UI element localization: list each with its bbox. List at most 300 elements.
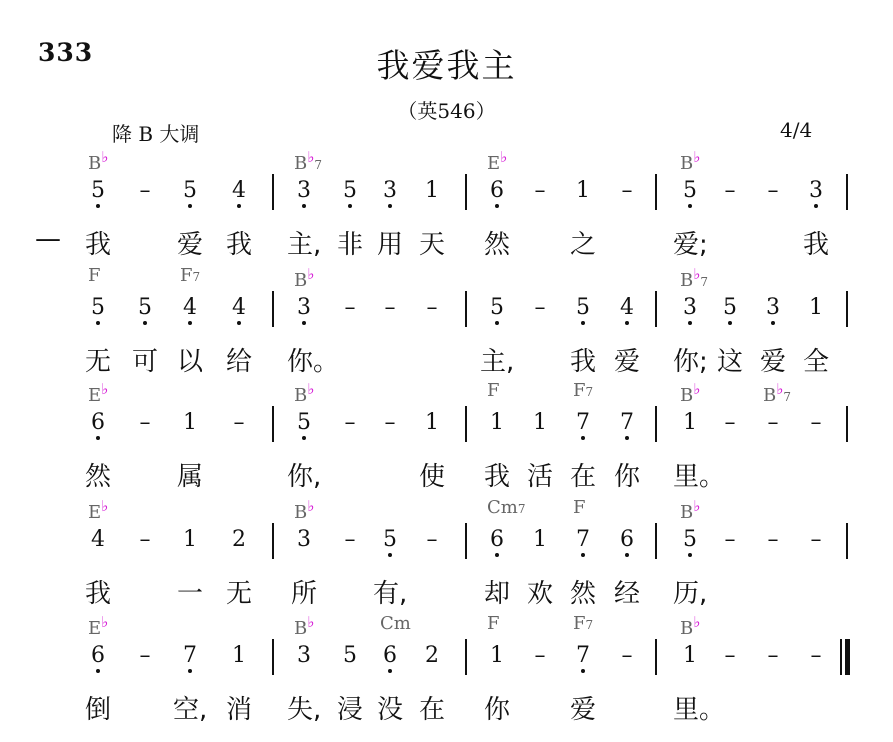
lyric-syllable: 爱; <box>673 230 708 260</box>
note-digit <box>529 527 551 557</box>
dash-extension <box>616 643 638 673</box>
note-value: – <box>426 527 438 552</box>
note-value: – <box>810 527 822 552</box>
lyric-syllable: 我 <box>225 230 252 260</box>
octave-dot <box>728 321 732 325</box>
chord-root: F <box>487 613 500 634</box>
note-digit <box>421 410 443 440</box>
note-digit <box>679 527 701 557</box>
note-value: 1 <box>683 643 697 668</box>
chord-symbol <box>573 380 593 401</box>
lyric-syllable: 然 <box>569 579 596 609</box>
note-value: – <box>724 410 736 435</box>
note-digit <box>339 178 361 208</box>
note-digit <box>228 178 250 208</box>
chord-root: B <box>294 502 308 523</box>
octave-dot <box>188 669 192 673</box>
chord-root: F <box>88 265 101 286</box>
note-value: 5 <box>91 178 105 203</box>
octave-dot <box>625 321 629 325</box>
octave-dot <box>495 321 499 325</box>
note-value: – <box>384 410 396 435</box>
lyric-syllable: 空, <box>173 695 208 725</box>
barline <box>846 523 848 559</box>
note-value: – <box>426 295 438 320</box>
octave-dot <box>814 204 818 208</box>
note-digit <box>293 295 315 325</box>
dash-extension <box>762 410 784 440</box>
lyric-syllable: 倒 <box>84 695 111 725</box>
octave-dot <box>388 553 392 557</box>
flat-sign: ♭ <box>693 613 701 631</box>
note-value: – <box>767 527 779 552</box>
note-value: 4 <box>232 178 246 203</box>
note-value: – <box>621 178 633 203</box>
note-value: – <box>767 643 779 668</box>
barline <box>465 291 467 327</box>
dash-extension <box>719 410 741 440</box>
lyric-syllable: 我 <box>84 230 111 260</box>
lyric-syllable: 以 <box>176 347 203 377</box>
note-value: 1 <box>490 410 504 435</box>
chord-symbol <box>573 613 593 634</box>
note-value: – <box>139 527 151 552</box>
note-digit <box>293 643 315 673</box>
chord-root: E <box>88 502 102 523</box>
chord-quality: 7 <box>783 390 791 404</box>
lyric-syllable: 有, <box>373 579 408 609</box>
chord-root: F <box>180 265 193 286</box>
octave-dot <box>771 321 775 325</box>
note-value: – <box>724 178 736 203</box>
note-value: 3 <box>809 178 823 203</box>
lyric-syllable: 在 <box>418 695 445 725</box>
lyric-syllable: 你, <box>287 462 322 492</box>
flat-sign: ♭ <box>101 148 109 166</box>
note-digit <box>486 295 508 325</box>
lyric-syllable: 里。 <box>673 462 726 492</box>
note-digit <box>179 178 201 208</box>
flat-sign: ♭ <box>693 497 701 515</box>
barline <box>846 174 848 210</box>
chord-root: B <box>294 385 308 406</box>
hymn-title: 我爱我主 <box>376 46 517 85</box>
note-value: 1 <box>232 643 246 668</box>
note-digit <box>179 527 201 557</box>
note-value: – <box>724 527 736 552</box>
flat-sign: ♭ <box>307 380 315 398</box>
note-value: 6 <box>490 527 504 552</box>
note-value: 5 <box>297 410 311 435</box>
note-value: 5 <box>683 527 697 552</box>
dash-extension <box>762 527 784 557</box>
lyric-syllable: 主, <box>480 347 515 377</box>
octave-dot <box>495 553 499 557</box>
note-value: 5 <box>490 295 504 320</box>
lyric-syllable: 全 <box>802 347 829 377</box>
octave-dot <box>625 436 629 440</box>
lyric-syllable: 非 <box>336 230 363 260</box>
flat-sign: ♭ <box>307 613 315 631</box>
note-digit <box>87 410 109 440</box>
barline <box>272 406 274 442</box>
lyric-syllable: 我 <box>802 230 829 260</box>
note-value: – <box>139 178 151 203</box>
flat-sign: ♭ <box>307 497 315 515</box>
chord-quality: 7 <box>314 158 322 172</box>
lyric-syllable: 给 <box>225 347 252 377</box>
barline <box>655 406 657 442</box>
note-digit <box>572 527 594 557</box>
note-value: 6 <box>91 643 105 668</box>
lyric-syllable: 可 <box>131 347 158 377</box>
note-value: 1 <box>425 178 439 203</box>
chord-symbol <box>294 613 314 639</box>
note-value: – <box>344 527 356 552</box>
octave-dot <box>348 204 352 208</box>
note-value: 6 <box>91 410 105 435</box>
lyric-syllable: 经 <box>613 579 640 609</box>
flat-sign: ♭ <box>500 148 508 166</box>
flat-sign: ♭ <box>307 265 315 283</box>
chord-root: B <box>294 618 308 639</box>
note-value: 5 <box>343 643 357 668</box>
note-digit <box>421 178 443 208</box>
barline <box>272 291 274 327</box>
chord-symbol <box>88 265 101 286</box>
chord-root: Cm <box>487 497 518 518</box>
note-value: 5 <box>576 295 590 320</box>
lyric-syllable: 没 <box>376 695 403 725</box>
note-value: – <box>139 643 151 668</box>
lyric-syllable: 一 <box>176 579 203 609</box>
dash-extension <box>379 295 401 325</box>
note-value: – <box>344 295 356 320</box>
octave-dot <box>237 321 241 325</box>
note-value: 5 <box>383 527 397 552</box>
note-digit <box>87 178 109 208</box>
chord-symbol <box>487 148 507 174</box>
note-value: 5 <box>91 295 105 320</box>
note-value: – <box>534 295 546 320</box>
chord-quality: 7 <box>517 502 526 516</box>
chord-symbol <box>487 497 525 518</box>
chord-quality: 7 <box>700 275 708 289</box>
chord-root: B <box>680 385 694 406</box>
hymn-number: 333 <box>38 38 94 67</box>
chord-symbol <box>294 497 314 523</box>
chord-symbol <box>680 265 708 291</box>
lyric-syllable: 用 <box>376 230 403 260</box>
lyric-syllable: 消 <box>225 695 252 725</box>
note-digit <box>486 527 508 557</box>
dash-extension <box>529 295 551 325</box>
note-value: – <box>767 410 779 435</box>
chord-symbol <box>180 265 200 286</box>
octave-dot <box>143 321 147 325</box>
chord-root: B <box>294 270 308 291</box>
note-digit <box>179 643 201 673</box>
octave-dot <box>96 436 100 440</box>
lyric-syllable: 失, <box>287 695 322 725</box>
chord-symbol <box>88 497 108 523</box>
dash-extension <box>421 527 443 557</box>
note-value: 7 <box>576 527 590 552</box>
note-value: 4 <box>183 295 197 320</box>
note-digit <box>179 295 201 325</box>
dash-extension <box>379 410 401 440</box>
note-digit <box>379 527 401 557</box>
flat-sign: ♭ <box>693 148 701 166</box>
dash-extension <box>228 410 250 440</box>
dash-extension <box>805 527 827 557</box>
note-value: 6 <box>383 643 397 668</box>
lyric-syllable: 所 <box>290 579 317 609</box>
lyric-syllable: 你; <box>673 347 708 377</box>
chord-symbol <box>573 497 586 518</box>
chord-symbol <box>487 613 500 634</box>
chord-symbol <box>680 497 700 523</box>
note-value: 7 <box>576 643 590 668</box>
note-digit <box>679 643 701 673</box>
note-value: 6 <box>620 527 634 552</box>
lyric-syllable: 你。 <box>287 347 340 377</box>
note-digit <box>87 643 109 673</box>
note-digit <box>228 643 250 673</box>
note-digit <box>379 643 401 673</box>
chord-root: B <box>680 618 694 639</box>
note-value: – <box>534 643 546 668</box>
octave-dot <box>581 436 585 440</box>
barline <box>272 639 274 675</box>
chord-symbol <box>680 380 700 406</box>
barline <box>272 174 274 210</box>
dash-extension <box>762 643 784 673</box>
dash-extension <box>421 295 443 325</box>
barline <box>465 639 467 675</box>
dash-extension <box>616 178 638 208</box>
dash-extension <box>134 527 156 557</box>
note-value: 2 <box>425 643 439 668</box>
octave-dot <box>188 204 192 208</box>
chord-symbol <box>88 148 108 174</box>
final-barline <box>845 639 850 675</box>
flat-sign: ♭ <box>101 497 109 515</box>
octave-dot <box>495 204 499 208</box>
note-value: 3 <box>383 178 397 203</box>
octave-dot <box>688 321 692 325</box>
chord-symbol <box>487 380 500 401</box>
note-digit <box>679 178 701 208</box>
octave-dot <box>188 321 192 325</box>
note-value: 1 <box>183 527 197 552</box>
chord-root: E <box>88 618 102 639</box>
chord-root: B <box>294 153 308 174</box>
dash-extension <box>339 410 361 440</box>
chord-quality: 7 <box>585 618 594 632</box>
lyric-syllable: 这 <box>716 347 743 377</box>
lyric-syllable: 使 <box>418 462 445 492</box>
dash-extension <box>805 643 827 673</box>
dash-extension <box>134 643 156 673</box>
barline <box>655 523 657 559</box>
lyric-syllable: 之 <box>569 230 596 260</box>
note-value: – <box>139 410 151 435</box>
note-digit <box>379 178 401 208</box>
note-value: 5 <box>683 178 697 203</box>
key-signature: 降 B 大调 <box>112 122 200 146</box>
dash-extension <box>529 643 551 673</box>
note-digit <box>293 410 315 440</box>
chord-root: F <box>573 380 586 401</box>
lyric-syllable: 历, <box>673 579 708 609</box>
note-value: 1 <box>809 295 823 320</box>
note-value: 3 <box>683 295 697 320</box>
chord-root: B <box>680 270 694 291</box>
chord-root: B <box>680 502 694 523</box>
note-value: 3 <box>297 295 311 320</box>
lyric-syllable: 在 <box>569 462 596 492</box>
note-digit <box>616 410 638 440</box>
note-value: 1 <box>183 410 197 435</box>
dash-extension <box>339 527 361 557</box>
barline <box>465 174 467 210</box>
note-value: 1 <box>425 410 439 435</box>
barline <box>846 291 848 327</box>
lyric-syllable: 我 <box>569 347 596 377</box>
note-value: 4 <box>232 295 246 320</box>
note-value: 6 <box>490 178 504 203</box>
note-digit <box>486 643 508 673</box>
note-digit <box>179 410 201 440</box>
lyric-syllable: 爱 <box>613 347 640 377</box>
chord-root: F <box>487 380 500 401</box>
dash-extension <box>339 295 361 325</box>
note-digit <box>572 295 594 325</box>
dash-extension <box>134 410 156 440</box>
note-digit <box>486 410 508 440</box>
note-digit <box>762 295 784 325</box>
chord-symbol <box>88 613 108 639</box>
barline <box>655 639 657 675</box>
note-value: – <box>384 295 396 320</box>
note-digit <box>87 527 109 557</box>
lyric-syllable: 爱 <box>759 347 786 377</box>
note-value: – <box>810 410 822 435</box>
lyric-syllable: 却 <box>483 579 510 609</box>
chord-root: Cm <box>380 613 411 634</box>
note-value: – <box>344 410 356 435</box>
octave-dot <box>388 669 392 673</box>
octave-dot <box>625 553 629 557</box>
note-digit <box>421 643 443 673</box>
chord-symbol <box>294 148 322 174</box>
note-value: – <box>621 643 633 668</box>
note-digit <box>228 527 250 557</box>
octave-dot <box>388 204 392 208</box>
lyric-syllable: 无 <box>225 579 252 609</box>
note-value: 5 <box>343 178 357 203</box>
note-digit <box>679 410 701 440</box>
octave-dot <box>96 669 100 673</box>
chord-symbol <box>680 148 700 174</box>
note-value: 1 <box>490 643 504 668</box>
octave-dot <box>581 321 585 325</box>
flat-sign: ♭ <box>101 380 109 398</box>
octave-dot <box>581 553 585 557</box>
note-value: – <box>767 178 779 203</box>
note-digit <box>572 643 594 673</box>
lyric-syllable: — <box>35 224 61 254</box>
barline <box>840 639 842 675</box>
lyric-syllable: 主, <box>287 230 322 260</box>
note-value: 5 <box>723 295 737 320</box>
note-value: – <box>810 643 822 668</box>
dash-extension <box>719 178 741 208</box>
flat-sign: ♭ <box>776 380 784 398</box>
note-digit <box>293 527 315 557</box>
note-digit <box>529 410 551 440</box>
barline <box>465 523 467 559</box>
octave-dot <box>581 669 585 673</box>
note-digit <box>339 643 361 673</box>
note-digit <box>616 295 638 325</box>
octave-dot <box>96 204 100 208</box>
lyric-syllable: 无 <box>84 347 111 377</box>
lyric-syllable: 天 <box>418 230 445 260</box>
lyric-syllable: 浸 <box>336 695 363 725</box>
chord-symbol <box>680 613 700 639</box>
lyric-syllable: 然 <box>483 230 510 260</box>
chord-symbol <box>294 265 314 291</box>
chord-root: E <box>487 153 501 174</box>
lyric-syllable: 属 <box>176 462 203 492</box>
octave-dot <box>237 204 241 208</box>
note-digit <box>486 178 508 208</box>
lyric-syllable: 你 <box>613 462 640 492</box>
barline <box>846 406 848 442</box>
lyric-syllable: 欢 <box>526 579 553 609</box>
note-value: 3 <box>766 295 780 320</box>
lyric-syllable: 我 <box>84 579 111 609</box>
octave-dot <box>688 204 692 208</box>
note-value: 3 <box>297 178 311 203</box>
dash-extension <box>719 643 741 673</box>
chord-root: B <box>680 153 694 174</box>
note-digit <box>805 295 827 325</box>
note-digit <box>805 178 827 208</box>
chord-quality: 7 <box>192 270 201 284</box>
chord-symbol <box>763 380 791 406</box>
barline <box>465 406 467 442</box>
note-value: 4 <box>91 527 105 552</box>
barline <box>655 174 657 210</box>
note-digit <box>719 295 741 325</box>
note-digit <box>228 295 250 325</box>
chord-root: E <box>88 385 102 406</box>
note-value: – <box>534 178 546 203</box>
lyric-syllable: 你 <box>483 695 510 725</box>
barline <box>272 523 274 559</box>
barline <box>655 291 657 327</box>
note-value: 7 <box>620 410 634 435</box>
dash-extension <box>134 178 156 208</box>
dash-extension <box>529 178 551 208</box>
lyric-syllable: 爱 <box>176 230 203 260</box>
octave-dot <box>302 436 306 440</box>
octave-dot <box>302 204 306 208</box>
note-digit <box>87 295 109 325</box>
